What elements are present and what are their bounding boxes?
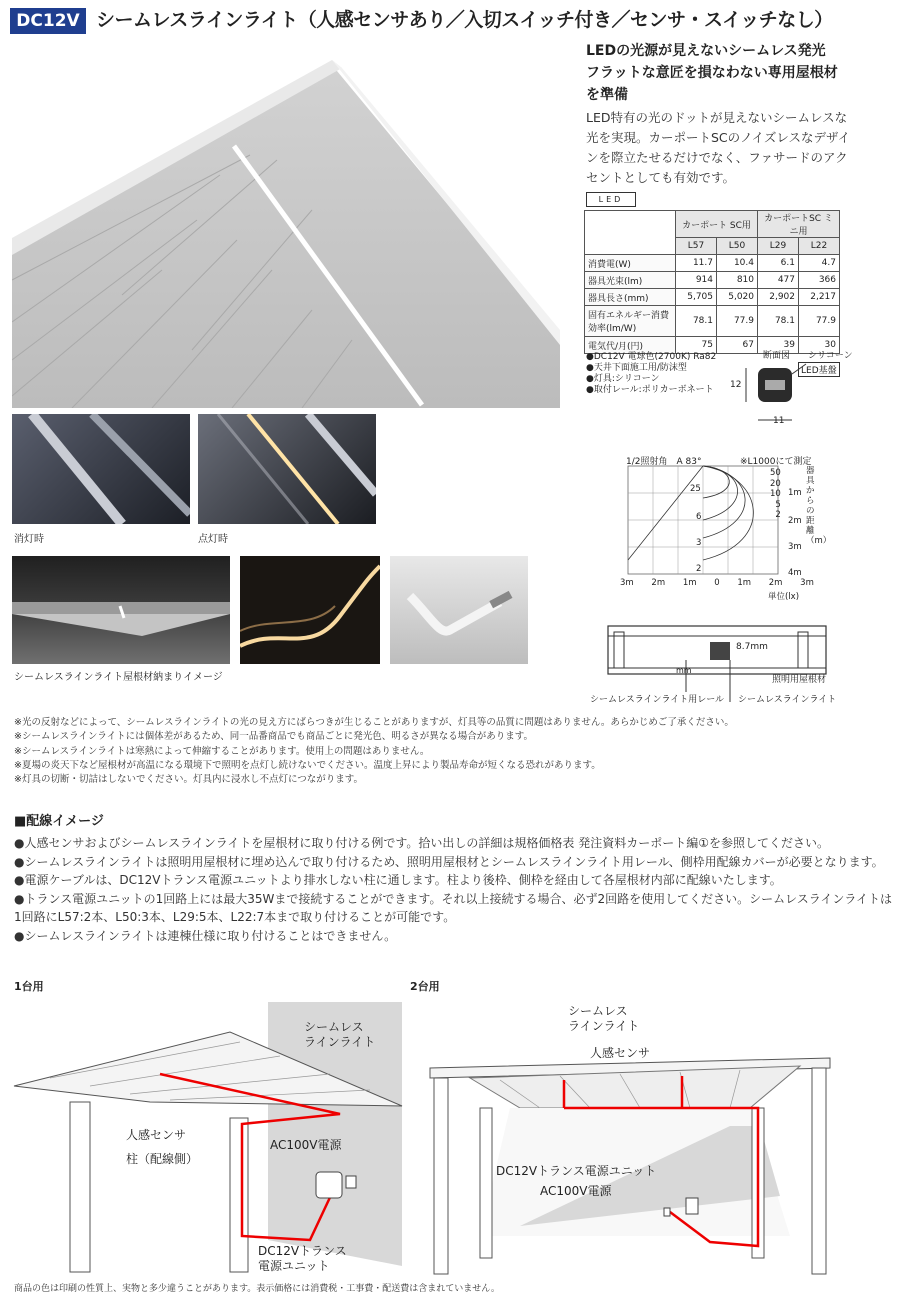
table-row: 器具光束(lm) 914 810 477 366 — [585, 272, 840, 289]
d2-trans-label: DC12Vトランス電源ユニット — [496, 1164, 657, 1178]
distance-label: 4m — [788, 568, 802, 578]
light-on-photo — [198, 414, 376, 524]
light-off-photo — [12, 414, 190, 524]
notes-list: ※光の反射などによって、シームレスラインライトの光の見え方にばらつきが生じることがありますが、灯具等の品質に問題はありません。あらかじめご了承ください。 ※シームレスラインライトには個体差があるため、同一品番商品でも商品ごとに発光色、明るさが異なる場合があります。 ※シームレスラインライトは寒熱によって伸縮することがあります。使用上の問題はありません。 ※夏場の炎天下など屋根材が高温になる環境下で照明を点灯し続けないでください。温度上昇により製品寿命が短くなる恐れがあります。 ※灯具の切断・切詰はしないでください。灯具内に浸水し不点灯につながります。 — [14, 717, 734, 786]
diagram1-title: 1台用 — [14, 980, 44, 993]
d1-sensor-label: 人感センサ — [126, 1128, 187, 1142]
lead-copy: LEDの光源が見えないシームレス発光 フラットな意匠を損なわない専用屋根材 を準備 — [586, 43, 838, 103]
led-board-label: LED基盤 — [798, 362, 840, 377]
roof-install-photo — [12, 556, 230, 664]
light-label: シームレスラインライト — [738, 695, 837, 705]
profile-dimension: 8.7mm — [736, 642, 768, 652]
diagram2-carport — [420, 996, 840, 1278]
spec-table: カーポート SC用 カーポートSC ミニ用 L57 L50 L29 L22 消費電(W) 11.7 10.4 6.1 4.7 器具光束(lm) 914 810 477 366 器具長さ(mm) 5,705 5,020 2,902 2,217 固有エネルギー消費効率(lm/W) 78.1 77.9 78.1 77.9 電気代/月(円) 75 67 39 30 — [584, 210, 840, 354]
profile-dimension-v: mm — [676, 666, 692, 675]
d1-ac-label: AC100V電源 — [270, 1138, 342, 1152]
cross-section-title: 断面図 — [763, 351, 791, 361]
lux-values: 50 20 10 5 2 — [770, 468, 781, 520]
page-title: シームレスラインライト（人感センサあり／入切スイッチ付き／センサ・スイッチなし） — [96, 9, 833, 31]
silicone-label: シリコーン — [808, 351, 853, 361]
voltage-badge: DC12V — [10, 8, 86, 34]
center-value: 2 — [696, 564, 702, 574]
caption-roof: シームレスラインライト屋根材納まりイメージ — [14, 672, 223, 683]
wiring-list: ●人感センサおよびシームレスラインライトを屋根材に取り付ける例です。拾い出しの詳細は規格価格表 発注資料カーポート編①を参照してください。 ●シームレスラインライトは照明用屋根材に埋め込んで取り付けるため、照明用屋根材とシームレスラインライト用レール、側枠用配線カバーが必要となります。 ●電源ケーブルは、DC12Vトランス電源ユニットより排水しない柱に通します。柱より後枠、側枠を経由して各屋根材内部に配線いたします。 ●トランス電源ユニットの1回路上には最大35Wまで接続することができます。それ以上接続する場合、必ず2回路を使用してください。シームレスラインライトは1回路にL57:2本、L50:3本、L29:5本、L22:7本まで取り付けることが可能です。 ●シームレスラインライトは連棟仕様に取り付けることはできません。 — [14, 836, 893, 943]
wiring-section-title: ■配線イメージ — [14, 814, 104, 829]
diagram2-title: 2台用 — [410, 980, 440, 993]
distance-axis-label: 器具からの距離（m） — [806, 466, 832, 546]
distance-label: 3m — [788, 542, 802, 552]
center-value: 25 — [690, 484, 701, 494]
d2-ac-label: AC100V電源 — [540, 1184, 612, 1198]
footer-note: 商品の色は印刷の性質上、実物と多少違うことがあります。表示価格には消費税・工事費・配送費は含まれていません。 — [14, 1284, 500, 1294]
cross-section-height: 12 — [730, 380, 742, 390]
distance-label: 1m — [788, 488, 802, 498]
chart-note: ※L1000にて測定 — [740, 457, 812, 467]
table-row: 器具長さ(mm) 5,705 5,020 2,902 2,217 — [585, 289, 840, 306]
hero-roof-image — [12, 60, 560, 408]
x-axis-ticks: 3m 2m 1m 0 1m 2m 3m — [620, 578, 814, 588]
d2-light-label: シームレス ラインライト — [568, 1004, 640, 1033]
feature-list: ●DC12V 電球色(2700K) Ra82 ●天井下面施工用/防沫型 ●灯具:シリコーン ●取付レール:ポリカーボネート — [586, 352, 717, 395]
table-row: 電気代/月(円) 75 67 39 30 — [585, 337, 840, 354]
product-description: LED特有の光のドットが見えないシームレスな光を実現。カーポートSCのノイズレスなデザインを際立たせるだけでなく、ファサードのアクセントとしても有効です。 — [586, 110, 851, 185]
center-value: 3 — [696, 538, 702, 548]
roof-material-label: 照明用屋根材 — [772, 675, 827, 685]
silicone-strip-photo — [390, 556, 528, 664]
center-value: 6 — [696, 512, 702, 522]
chart-title: 1/2照射角 A 83° — [626, 457, 702, 467]
led-tag: LED — [586, 192, 636, 207]
lit-strip-photo — [240, 556, 380, 664]
unit-label: 単位(lx) — [768, 592, 800, 602]
caption-off: 消灯時 — [14, 534, 44, 545]
d1-trans-label: DC12Vトランス 電源ユニット — [258, 1244, 347, 1273]
table-row: 固有エネルギー消費効率(lm/W) 78.1 77.9 78.1 77.9 — [585, 306, 840, 337]
d2-sensor-label: 人感センサ — [590, 1046, 651, 1060]
rail-label: シームレスラインライト用レール — [590, 695, 725, 705]
d1-light-label: シームレス ラインライト — [304, 1020, 376, 1049]
distance-label: 2m — [788, 516, 802, 526]
caption-on: 点灯時 — [198, 534, 228, 545]
d1-pillar-label: 柱（配線側） — [126, 1152, 199, 1166]
table-row: 消費電(W) 11.7 10.4 6.1 4.7 — [585, 255, 840, 272]
cross-section-width: 11 — [773, 416, 785, 426]
